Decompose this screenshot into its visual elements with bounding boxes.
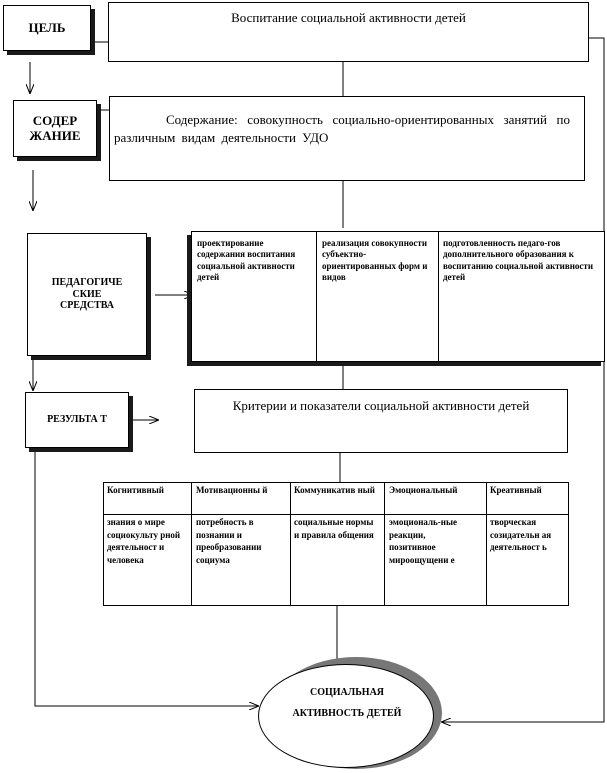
means-divider-2 <box>438 231 439 362</box>
result-label: РЕЗУЛЬТА Т <box>47 414 107 426</box>
criteria-col-divider-2 <box>290 482 291 606</box>
means-label: ПЕДАГОГИЧЕ СКИЕ СРЕДСТВА <box>51 277 123 312</box>
criteria-header-motivational: Мотивационны й <box>196 485 268 495</box>
criteria-cell-creative: творческая созидательн ая деятельност ь <box>490 517 552 553</box>
content-text: Содержание: совокупность социально-ориентированных занятий по различным видам деятельности УДО <box>114 112 570 146</box>
criteria-cell-emotional: эмоциональ-ные реакции, позитивное мироощущени е <box>389 517 457 565</box>
criteria-cell-communicative: социальные нормы и правила общения <box>294 517 374 540</box>
means-cell-3: подготовленность педаго-гов дополнительного образования к воспитанию социальной активности детей <box>443 238 594 282</box>
goal-text: Воспитание социальной активности детей <box>231 10 466 25</box>
criteria-cell-cognitive: знания о мире социокульту рной деятельност и человека <box>107 517 181 565</box>
goal-label: ЦЕЛЬ <box>28 19 66 35</box>
criteria-row-divider <box>103 514 569 515</box>
means-cell-1: проектирование содержания воспитания социальной активности детей <box>197 238 296 282</box>
criteria-col-divider-3 <box>384 482 385 606</box>
means-cell-2: реализация совокупности субъектно-ориентированных форм и видов <box>322 238 428 282</box>
result-oval-text: СОЦИАЛЬНАЯ АКТИВНОСТЬ ДЕТЕЙ <box>292 687 402 719</box>
criteria-col-divider-1 <box>191 482 192 606</box>
criteria-header-cognitive: Когнитивный <box>107 485 164 495</box>
criteria-header-creative: Креативный <box>490 485 542 495</box>
criteria-title: Критерии и показатели социальной активности детей <box>232 398 530 413</box>
criteria-header-emotional: Эмоциональный <box>389 485 458 495</box>
content-label: СОДЕР ЖАНИЕ <box>29 112 81 143</box>
criteria-col-divider-4 <box>486 482 487 606</box>
criteria-header-communicative: Коммуникатив ный <box>294 485 375 495</box>
criteria-cell-motivational: потребность в познании и преобразовании социума <box>196 517 262 565</box>
means-divider-1 <box>316 231 317 362</box>
